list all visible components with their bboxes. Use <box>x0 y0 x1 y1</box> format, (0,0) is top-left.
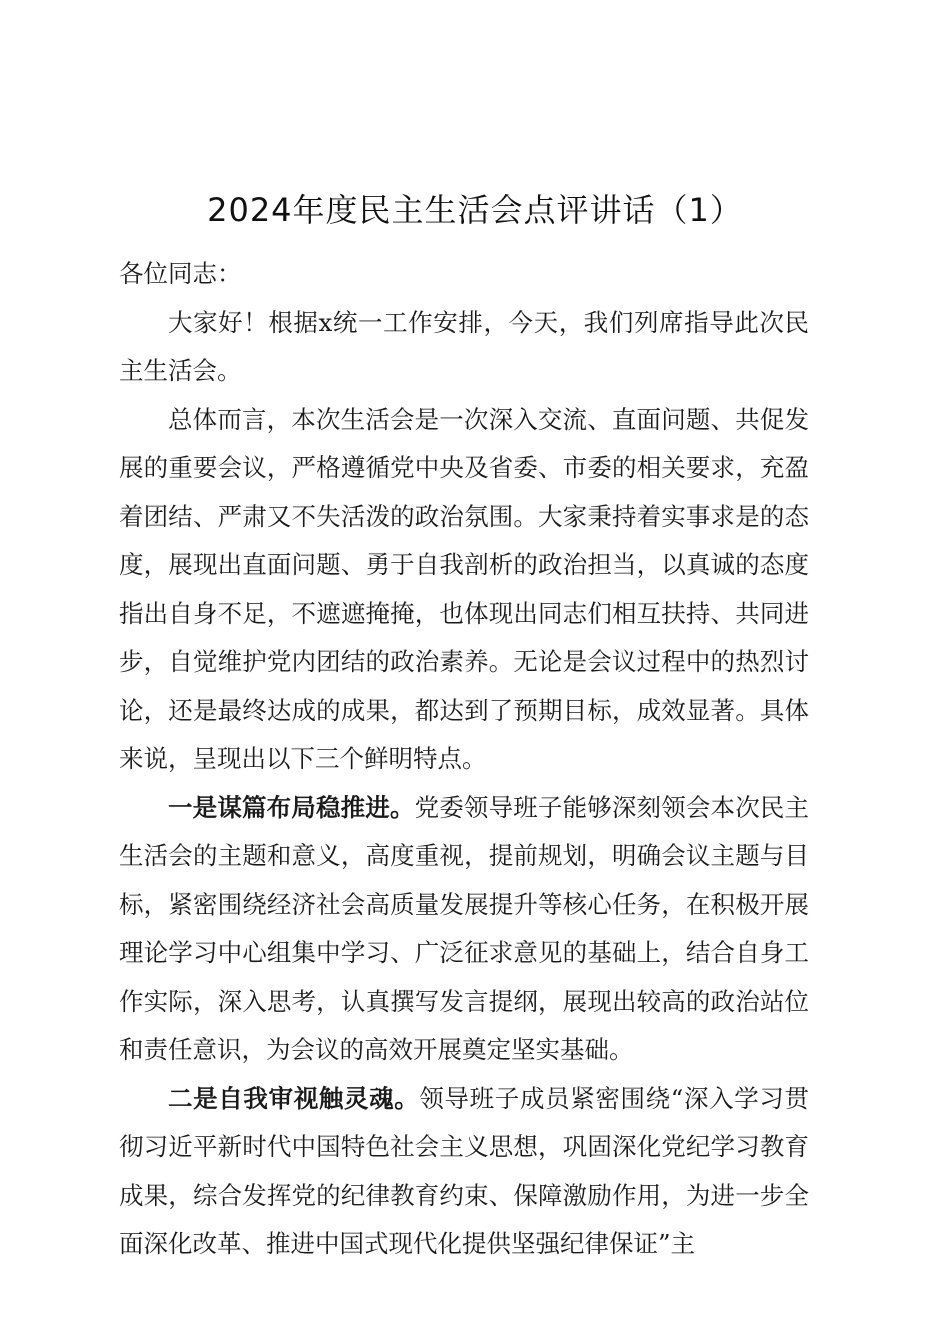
document-title: 2024年度民主生活会点评讲话（1） <box>207 191 743 229</box>
paragraph-text: 党委领导班子能够深刻领会本次民主生活会的主题和意义，高度重视，提前规划，明确会议主题与目标，紧密围绕经济社会高质量发展提升等核心任务，在积极开展理论学习中心组集中学习、广泛征求意见的基础上，结合自身工作实际，深入思考，认真撰写发言提纲，展现出较高的政治站位和责任意识，为会议的高效开展奠定坚实基础。 <box>119 792 810 1064</box>
paragraph-point-one <box>119 784 809 1075</box>
paragraph-greeting <box>119 299 809 396</box>
paragraph-point-two <box>119 1075 809 1269</box>
paragraph-text: 领导班子成员紧密围绕“深入学习贯彻习近平新时代中国特色社会主义思想，巩固深化党纪学习教育成果，综合发挥党的纪律教育约束、保障激励作用，为进一步全面深化改革、推进中国式现代化提供坚强纪律保证”主 <box>119 1083 809 1258</box>
paragraph-text: 总体而言，本次生活会是一次深入交流、直面问题、共促发展的重要会议，严格遵循党中央及省委、市委的相关要求，充盈着团结、严肃又不失活泼的政治氛围。大家秉持着实事求是的态度，展现出直面问题、勇于自我剖析的政治担当，以真诚的态度指出自身不足，不遮遮掩掩，也体现出同志们相互扶持、共同进步，自觉维护党内团结的政治素养。无论是会议过程中的热烈讨论，还是最终达成的成果，都达到了预期目标，成效显著。具体来说，呈现出以下三个鲜明特点。 <box>119 404 809 773</box>
paragraph-text: 大家好！根据x统一工作安排，今天，我们列席指导此次民主生活会。 <box>119 307 809 385</box>
salutation: 各位同志： <box>119 259 242 288</box>
paragraph-lead-heading: 二是自我审视触灵魂。 <box>168 1083 420 1113</box>
paragraph-lead-heading: 一是谋篇布局稳推进。 <box>168 792 415 822</box>
document-body <box>119 250 809 1269</box>
paragraph-overview <box>119 396 809 784</box>
